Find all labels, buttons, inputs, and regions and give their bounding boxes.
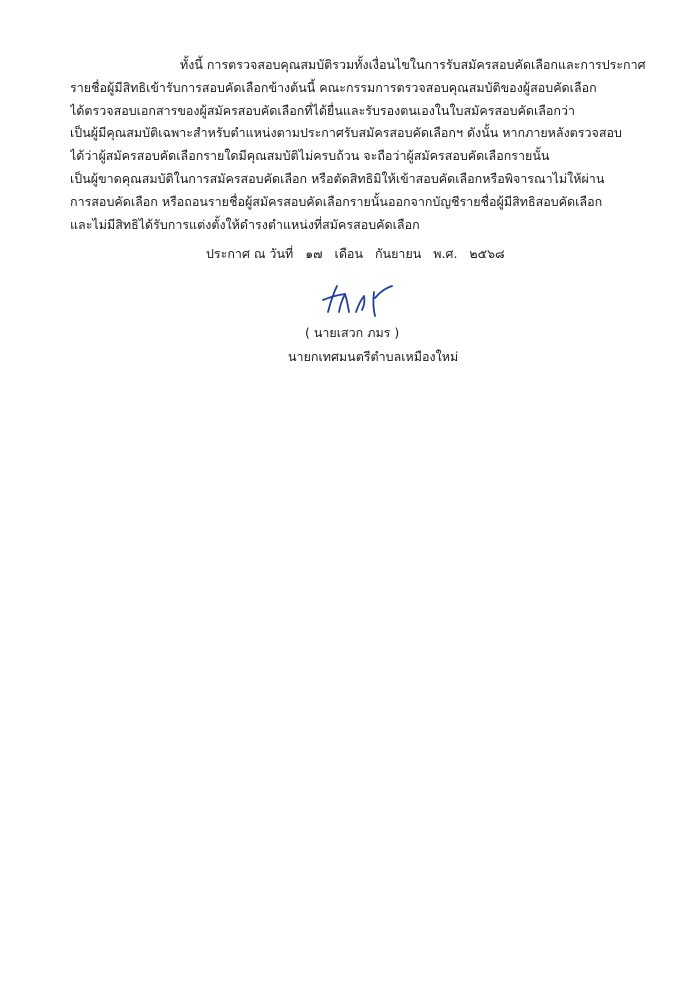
announcement-body bbox=[70, 54, 655, 236]
body-line-6: เป็นผู้ขาดคุณสมบัติในการสมัครสอบคัดเลือก หรือตัดสิทธิมิให้เข้าสอบคัดเลือกหรือพิจารณาไม่ให้ผ่าน bbox=[70, 170, 605, 186]
body-line-5: ได้ว่าผู้สมัครสอบคัดเลือกรายใดมีคุณสมบัติไม่ครบถ้วน จะถือว่าผู้สมัครสอบคัดเลือกรายนั้น bbox=[70, 148, 550, 164]
handwritten-signature bbox=[318, 282, 398, 320]
body-line-7: การสอบคัดเลือก หรือถอนรายชื่อผู้สมัครสอบคัดเลือกรายนั้นออกจากบัญชีรายชื่อผู้มีสิทธิสอบคัดเลือก bbox=[70, 193, 603, 209]
date-day: ๑๗ bbox=[305, 246, 323, 261]
signature-stroke-1 bbox=[328, 286, 337, 312]
body-line-2: รายชื่อผู้มีสิทธิเข้ารับการสอบคัดเลือกข้างต้นนี้ คณะกรรมการตรวจสอบคุณสมบัติของผู้สอบคัดเลือก bbox=[70, 79, 597, 95]
body-line-8: และไม่มีสิทธิได้รับการแต่งตั้งให้ดำรงตำแหน่งที่สมัครสอบคัดเลือก bbox=[70, 216, 420, 232]
body-line-4: เป็นผู้มีคุณสมบัติเฉพาะสำหรับตำแหน่งตามประกาศรับสมัครสอบคัดเลือกฯ ดังนั้น หากภายหลังตรวจสอบ bbox=[70, 125, 622, 141]
date-month-label: เดือน bbox=[334, 246, 363, 261]
signature-stroke-4 bbox=[356, 296, 364, 312]
date-month: กันยายน bbox=[374, 246, 422, 261]
signature-stroke-6 bbox=[375, 286, 392, 298]
signature-stroke-3 bbox=[339, 294, 349, 312]
date-prefix: ประกาศ ณ วันที่ bbox=[206, 246, 294, 261]
announcement-date bbox=[206, 244, 513, 264]
signature-stroke-5 bbox=[373, 292, 375, 316]
date-year: ๒๕๖๘ bbox=[469, 246, 505, 261]
body-line-1: ทั้งนี้ การตรวจสอบคุณสมบัติรวมทั้งเงื่อนไขในการรับสมัครสอบคัดเลือกและการประกาศ bbox=[180, 57, 646, 72]
body-line-3: ได้ตรวจสอบเอกสารของผู้สมัครสอบคัดเลือกที่ได้ยื่นและรับรองตนเองในใบสมัครสอบคัดเลือกว่า bbox=[70, 102, 576, 118]
signer-name: ( นายเสวก ภมร ) bbox=[305, 325, 400, 340]
signer-title: นายกเทศมนตรีตำบลเหมืองใหม่ bbox=[288, 349, 459, 364]
date-year-label: พ.ศ. bbox=[433, 246, 458, 261]
